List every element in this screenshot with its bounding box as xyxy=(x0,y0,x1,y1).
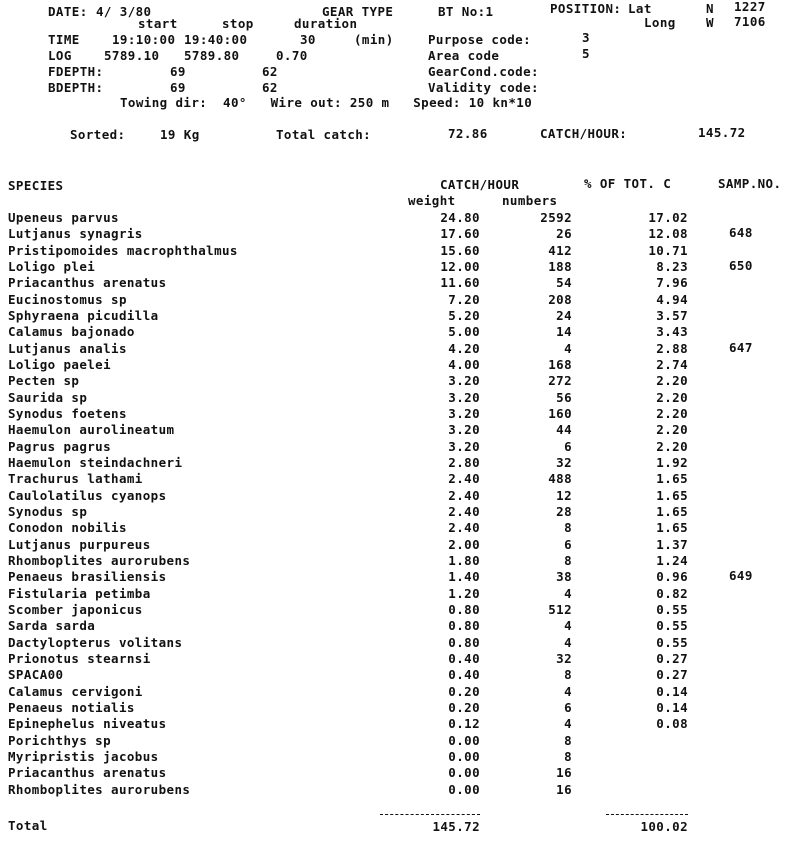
weight-value: 5.00 xyxy=(448,324,480,340)
fdepth-stop: 62 xyxy=(262,64,278,79)
pct-value: 0.27 xyxy=(656,667,688,683)
numbers-value: 32 xyxy=(556,454,572,470)
weight-value: 1.20 xyxy=(448,585,480,601)
date-value: 4/ 3/80 xyxy=(96,4,152,19)
weight-value: 11.60 xyxy=(440,275,480,291)
table-row xyxy=(0,473,800,489)
pct-value: 0.14 xyxy=(656,699,688,715)
numbers-value: 26 xyxy=(556,226,572,242)
weight-value: 3.20 xyxy=(448,389,480,405)
col-duration-header: duration xyxy=(294,16,358,31)
table-row xyxy=(0,225,800,244)
species-name: Sarda sarda xyxy=(8,618,96,634)
table-row xyxy=(0,620,800,636)
time-stop: 19:40:00 xyxy=(184,32,248,47)
weight-value: 15.60 xyxy=(440,242,480,258)
sample-number: 647 xyxy=(729,339,753,355)
table-row xyxy=(0,522,800,538)
bdepth-stop: 62 xyxy=(262,80,278,95)
weight-value: 0.12 xyxy=(448,716,480,732)
numbers-value: 4 xyxy=(564,634,572,650)
weight-value: 0.00 xyxy=(448,748,480,764)
numbers-value: 6 xyxy=(564,699,572,715)
weight-value: 2.40 xyxy=(448,471,480,487)
weight-value: 0.20 xyxy=(448,683,480,699)
area-code-label: Area code xyxy=(428,48,500,63)
species-name: Caulolatilus cyanops xyxy=(8,487,167,503)
fdepth-label: FDEPTH: xyxy=(48,64,104,79)
pct-value: 1.37 xyxy=(656,536,688,552)
sorted-value: 19 Kg xyxy=(160,127,200,142)
pct-value: 3.43 xyxy=(656,324,688,340)
time-label: TIME xyxy=(48,32,80,47)
log-start: 5789.10 xyxy=(104,48,160,63)
pct-value: 3.57 xyxy=(656,307,688,323)
purpose-code-label: Purpose code: xyxy=(428,32,532,47)
species-name: Rhomboplites aurorubens xyxy=(8,781,191,797)
numbers-header: numbers xyxy=(502,193,558,208)
pct-value: 2.74 xyxy=(656,356,688,372)
numbers-value: 6 xyxy=(564,438,572,454)
pct-value: 0.14 xyxy=(656,683,688,699)
long-hemisphere: W xyxy=(706,15,714,30)
numbers-value: 56 xyxy=(556,389,572,405)
gear-type-label: GEAR TYPE xyxy=(322,4,394,19)
species-name: Pagrus pagrus xyxy=(8,438,112,454)
lat-label: Lat xyxy=(628,1,652,16)
total-catch-value: 72.86 xyxy=(448,126,488,141)
pct-value: 0.82 xyxy=(656,585,688,601)
position-label: POSITION: xyxy=(550,1,622,16)
species-name: Porichthys sp xyxy=(8,732,112,748)
numbers-value: 168 xyxy=(548,356,572,372)
pct-value: 0.27 xyxy=(656,650,688,666)
pct-value: 1.24 xyxy=(656,552,688,568)
numbers-value: 412 xyxy=(548,242,572,258)
weight-value: 2.40 xyxy=(448,520,480,536)
species-name: Penaeus brasiliensis xyxy=(8,569,167,585)
numbers-value: 44 xyxy=(556,422,572,438)
weight-value: 2.40 xyxy=(448,503,480,519)
long-label: Long xyxy=(644,15,676,30)
numbers-value: 38 xyxy=(556,569,572,585)
species-name: Loligo plei xyxy=(8,258,96,274)
pct-of-total-header: % OF TOT. C xyxy=(584,176,672,191)
weight-value: 2.80 xyxy=(448,454,480,470)
gear-type-value: BT No:1 xyxy=(438,4,494,19)
pct-value: 0.55 xyxy=(656,618,688,634)
area-code-value: 5 xyxy=(582,46,590,61)
pct-value: 0.08 xyxy=(656,716,688,732)
sample-number: 649 xyxy=(729,568,753,584)
weight-total-rule xyxy=(380,814,480,815)
species-name: Lutjanus analis xyxy=(8,340,127,356)
species-name: Rhomboplites aurorubens xyxy=(8,552,191,568)
purpose-code-value: 3 xyxy=(582,30,590,45)
weight-value: 4.20 xyxy=(448,340,480,356)
species-name: Loligo paelei xyxy=(8,356,112,372)
bdepth-start: 69 xyxy=(170,80,186,95)
total-weight: 145.72 xyxy=(432,819,480,834)
weight-value: 3.20 xyxy=(448,373,480,389)
numbers-value: 28 xyxy=(556,503,572,519)
weight-value: 0.00 xyxy=(448,765,480,781)
species-header: SPECIES xyxy=(8,178,64,193)
catch-hour-value: 145.72 xyxy=(698,125,746,140)
table-row xyxy=(0,781,800,800)
numbers-value: 272 xyxy=(548,373,572,389)
species-name: Saurida sp xyxy=(8,389,88,405)
table-row xyxy=(0,424,800,440)
time-start: 19:10:00 xyxy=(112,32,176,47)
gearcond-code-label: GearCond.code: xyxy=(428,64,539,79)
numbers-value: 208 xyxy=(548,291,572,307)
numbers-value: 24 xyxy=(556,307,572,323)
species-name: SPACA00 xyxy=(8,667,64,683)
numbers-value: 8 xyxy=(564,732,572,748)
pct-value: 2.20 xyxy=(656,373,688,389)
table-row xyxy=(0,375,800,391)
pct-value: 12.08 xyxy=(648,226,688,242)
weight-value: 0.80 xyxy=(448,601,480,617)
lat-value: 1227 xyxy=(734,0,766,14)
pct-value: 0.55 xyxy=(656,634,688,650)
numbers-value: 160 xyxy=(548,405,572,421)
species-name: Haemulon aurolineatum xyxy=(8,422,175,438)
log-stop: 5789.80 xyxy=(184,48,240,63)
species-name: Epinephelus niveatus xyxy=(8,716,167,732)
col-stop-header: stop xyxy=(222,16,254,31)
pct-value: 1.65 xyxy=(656,503,688,519)
table-row xyxy=(0,277,800,293)
species-name: Sphyraena picudilla xyxy=(8,307,159,323)
weight-value: 0.00 xyxy=(448,732,480,748)
weight-value: 2.00 xyxy=(448,536,480,552)
pct-value: 10.71 xyxy=(648,242,688,258)
sample-number: 648 xyxy=(729,225,753,241)
numbers-value: 8 xyxy=(564,552,572,568)
pct-value: 1.65 xyxy=(656,520,688,536)
species-name: Synodus sp xyxy=(8,503,88,519)
weight-value: 0.40 xyxy=(448,650,480,666)
pct-value: 2.20 xyxy=(656,438,688,454)
table-row xyxy=(0,326,800,342)
numbers-value: 4 xyxy=(564,585,572,601)
numbers-value: 512 xyxy=(548,601,572,617)
log-duration: 0.70 xyxy=(276,48,308,63)
weight-value: 5.20 xyxy=(448,307,480,323)
time-duration: 30 xyxy=(300,32,316,47)
pct-value: 1.65 xyxy=(656,487,688,503)
species-name: Dactylopterus volitans xyxy=(8,634,183,650)
weight-value: 1.40 xyxy=(448,569,480,585)
pct-value: 2.20 xyxy=(656,389,688,405)
pct-value: 1.92 xyxy=(656,454,688,470)
weight-value: 3.20 xyxy=(448,438,480,454)
long-value: 7106 xyxy=(734,14,766,29)
species-name: Pecten sp xyxy=(8,373,80,389)
lat-hemisphere: N xyxy=(706,1,714,16)
table-row xyxy=(0,669,800,685)
numbers-value: 4 xyxy=(564,340,572,356)
species-name: Lutjanus purpureus xyxy=(8,536,151,552)
sample-number-header: SAMP.NO. xyxy=(718,176,782,191)
pct-value: 4.94 xyxy=(656,291,688,307)
pct-total-rule xyxy=(606,814,688,815)
species-name: Lutjanus synagris xyxy=(8,226,143,242)
col-start-header: start xyxy=(138,16,178,31)
sorted-label: Sorted: xyxy=(70,127,126,142)
pct-value: 0.96 xyxy=(656,569,688,585)
species-name: Synodus foetens xyxy=(8,405,127,421)
species-name: Penaeus notialis xyxy=(8,699,135,715)
total-label: Total xyxy=(8,818,48,833)
time-unit: (min) xyxy=(354,32,394,47)
numbers-value: 8 xyxy=(564,520,572,536)
weight-value: 17.60 xyxy=(440,226,480,242)
numbers-value: 4 xyxy=(564,716,572,732)
species-name: Scomber japonicus xyxy=(8,601,143,617)
numbers-value: 16 xyxy=(556,765,572,781)
weight-value: 12.00 xyxy=(440,258,480,274)
catch-hour-header: CATCH/HOUR xyxy=(440,177,520,192)
numbers-value: 188 xyxy=(548,258,572,274)
species-name: Prionotus stearnsi xyxy=(8,650,151,666)
species-name: Conodon nobilis xyxy=(8,520,127,536)
weight-value: 0.80 xyxy=(448,618,480,634)
numbers-value: 14 xyxy=(556,324,572,340)
numbers-value: 488 xyxy=(548,471,572,487)
weight-value: 24.80 xyxy=(440,210,480,225)
weight-value: 3.20 xyxy=(448,422,480,438)
species-name: Calamus bajonado xyxy=(8,324,135,340)
species-name: Pristipomoides macrophthalmus xyxy=(8,242,238,258)
catch-hour-label: CATCH/HOUR: xyxy=(540,126,628,141)
species-name: Upeneus parvus xyxy=(8,210,119,225)
table-row xyxy=(0,718,800,734)
weight-value: 4.00 xyxy=(448,356,480,372)
species-name: Calamus cervigoni xyxy=(8,683,143,699)
towing-line: Towing dir: 40° Wire out: 250 m Speed: 10 kn*10 xyxy=(120,95,533,110)
fdepth-start: 69 xyxy=(170,64,186,79)
sample-number: 650 xyxy=(729,257,753,273)
pct-value: 2.20 xyxy=(656,422,688,438)
weight-value: 0.80 xyxy=(448,634,480,650)
numbers-value: 12 xyxy=(556,487,572,503)
weight-value: 7.20 xyxy=(448,291,480,307)
species-name: Haemulon steindachneri xyxy=(8,454,183,470)
pct-value: 1.65 xyxy=(656,471,688,487)
pct-value: 8.23 xyxy=(656,258,688,274)
numbers-value: 4 xyxy=(564,683,572,699)
date-label: DATE: xyxy=(48,4,88,19)
pct-value: 0.55 xyxy=(656,601,688,617)
species-name: Fistularia petimba xyxy=(8,585,151,601)
pct-value: 17.02 xyxy=(648,210,688,225)
validity-code-label: Validity code: xyxy=(428,80,539,95)
weight-value: 0.00 xyxy=(448,781,480,797)
table-row xyxy=(0,767,800,783)
weight-header: weight xyxy=(408,193,456,208)
numbers-value: 8 xyxy=(564,667,572,683)
weight-value: 2.40 xyxy=(448,487,480,503)
pct-value: 2.20 xyxy=(656,405,688,421)
pct-value: 2.88 xyxy=(656,340,688,356)
numbers-value: 32 xyxy=(556,650,572,666)
numbers-value: 2592 xyxy=(540,210,572,225)
species-name: Myripristis jacobus xyxy=(8,748,159,764)
bdepth-label: BDEPTH: xyxy=(48,80,104,95)
species-name: Trachurus lathami xyxy=(8,471,143,487)
pct-value: 7.96 xyxy=(656,275,688,291)
species-name: Eucinostomus sp xyxy=(8,291,127,307)
species-name: Priacanthus arenatus xyxy=(8,275,167,291)
numbers-value: 16 xyxy=(556,781,572,797)
weight-value: 3.20 xyxy=(448,405,480,421)
numbers-value: 4 xyxy=(564,618,572,634)
log-label: LOG xyxy=(48,48,72,63)
numbers-value: 6 xyxy=(564,536,572,552)
numbers-value: 8 xyxy=(564,748,572,764)
numbers-value: 54 xyxy=(556,275,572,291)
weight-value: 0.40 xyxy=(448,667,480,683)
total-pct: 100.02 xyxy=(640,819,688,834)
table-row xyxy=(0,568,800,587)
species-name: Priacanthus arenatus xyxy=(8,765,167,781)
weight-value: 1.80 xyxy=(448,552,480,568)
total-catch-label: Total catch: xyxy=(276,127,372,142)
weight-value: 0.20 xyxy=(448,699,480,715)
